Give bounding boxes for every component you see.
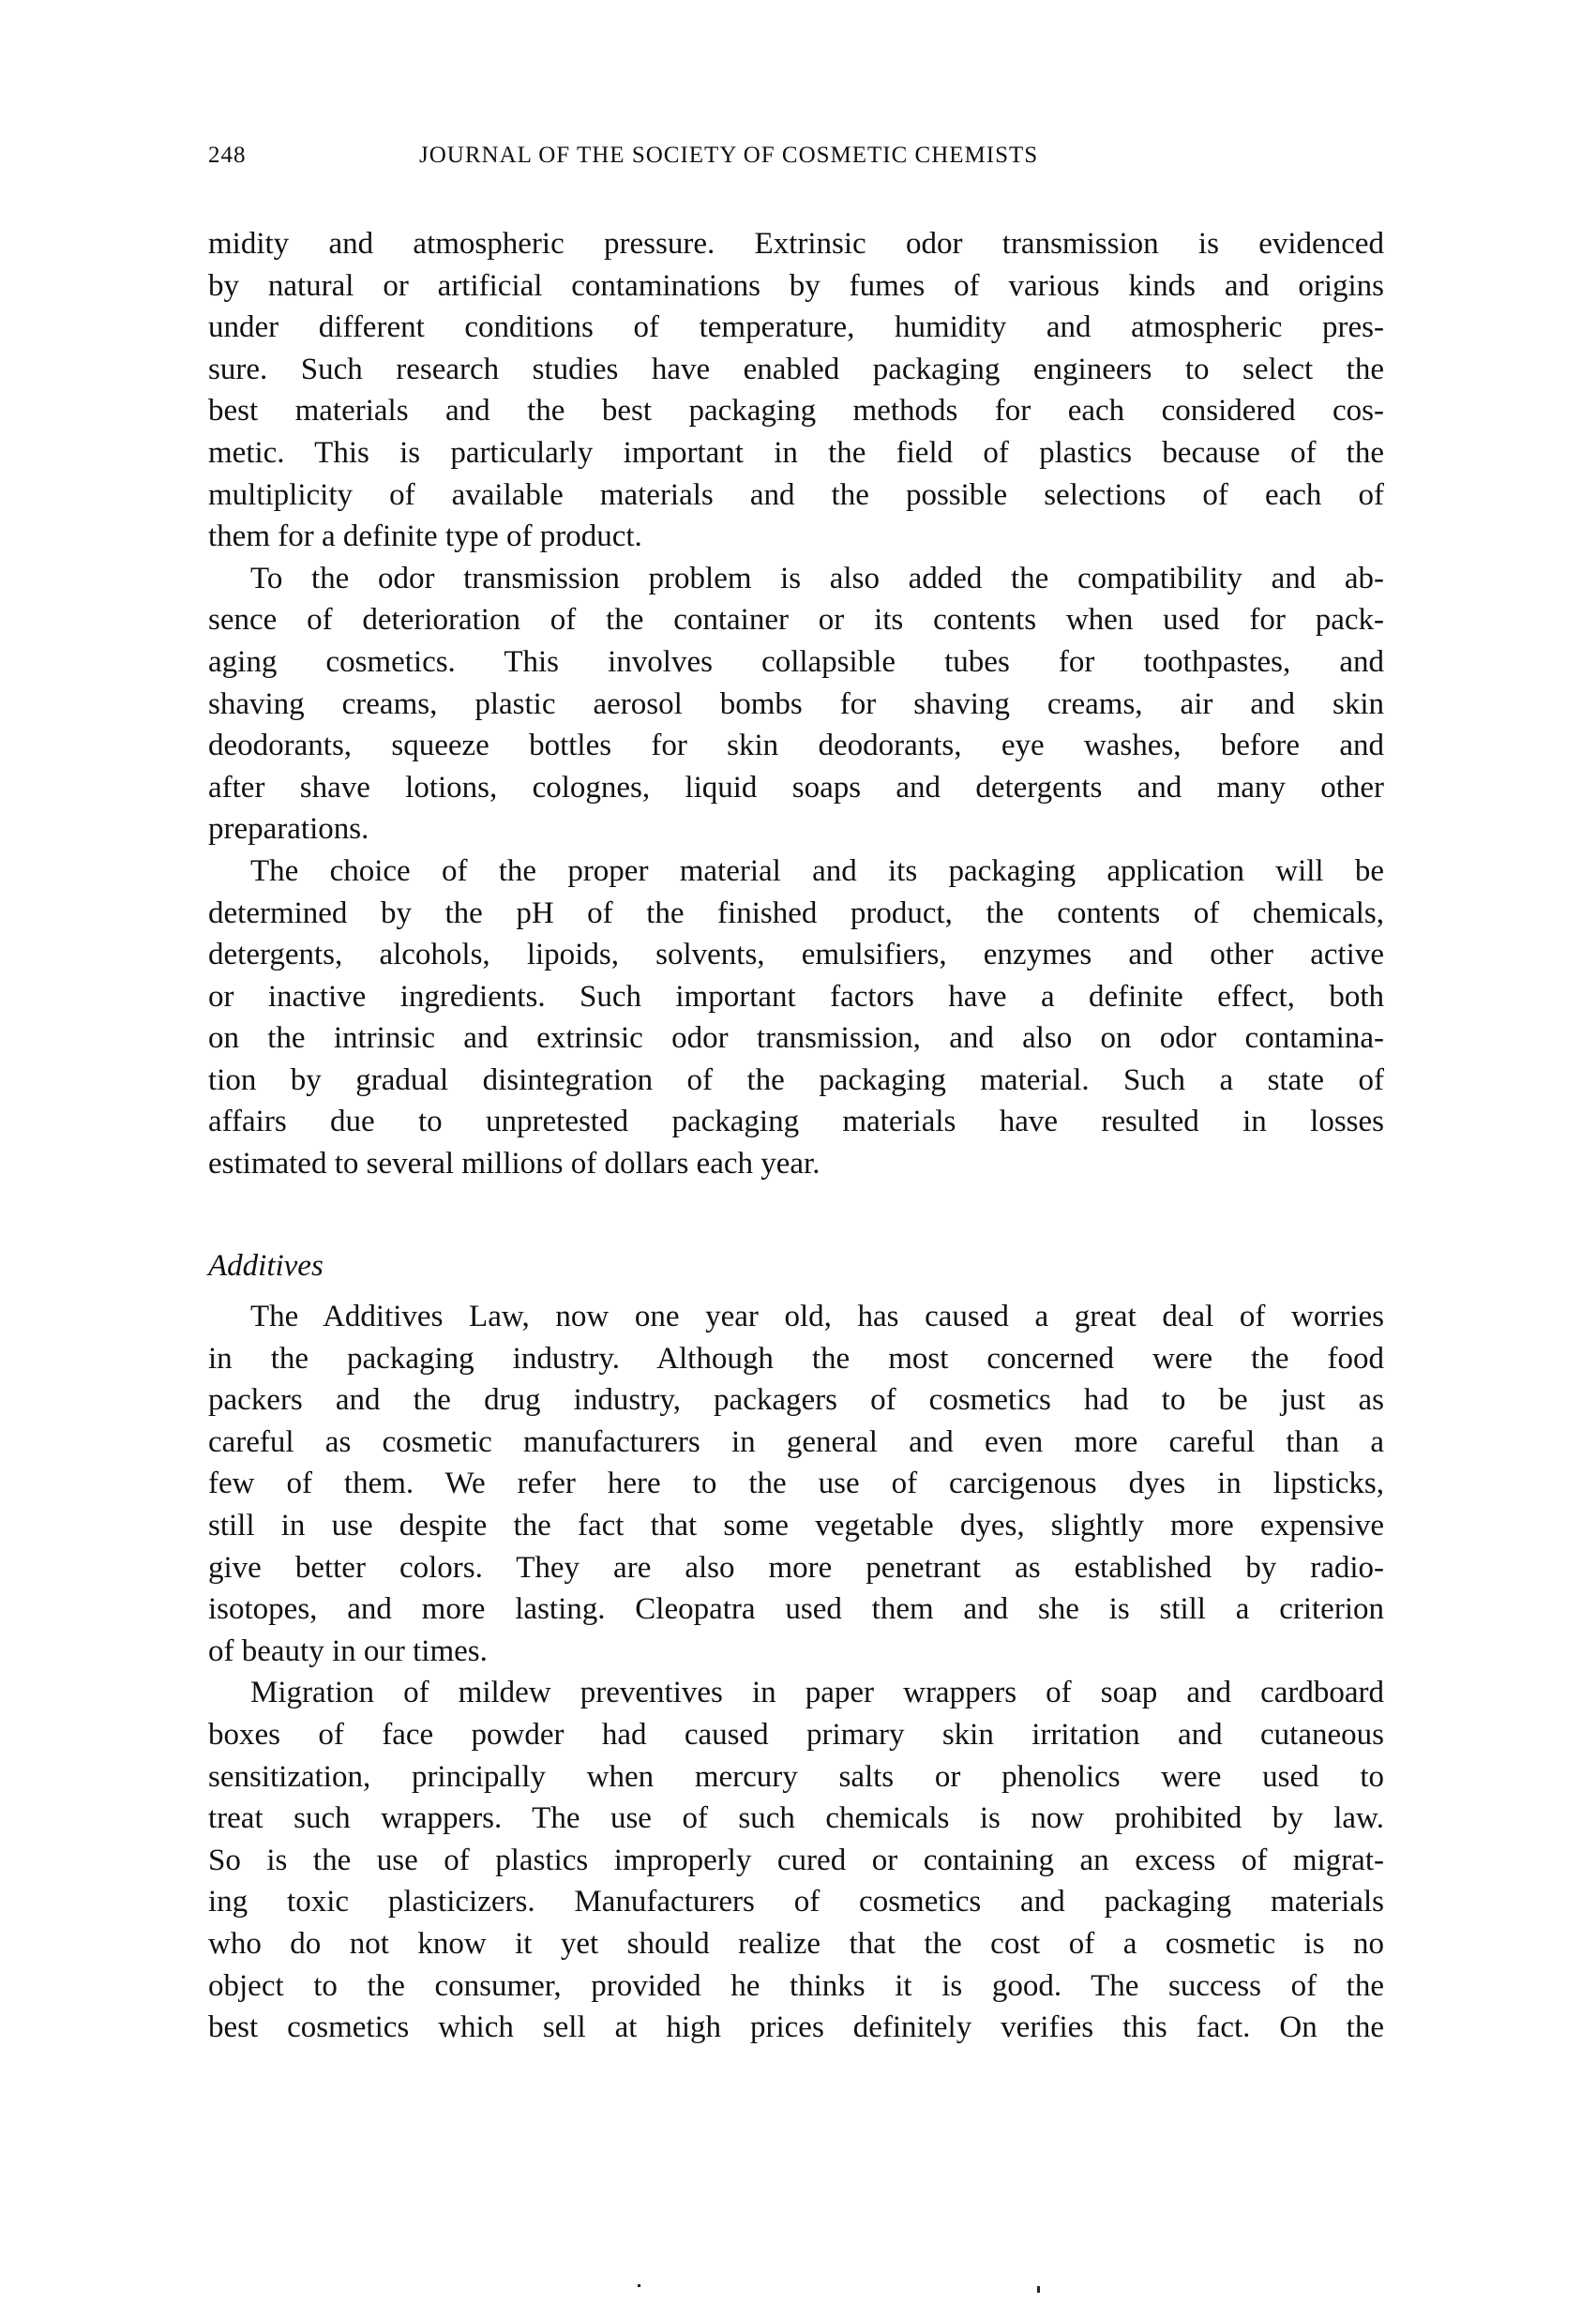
- text-line: shaving creams, plastic aerosol bombs for shaving creams, air and skin: [208, 686, 1384, 721]
- text-line: still in use despite the fact that some vegetable dyes, slightly more expensive: [208, 1508, 1384, 1543]
- text-line: boxes of face powder had caused primary skin irritation and cutaneous: [208, 1717, 1384, 1752]
- text-line: by natural or artificial contaminations by fumes of various kinds and origins: [208, 268, 1384, 303]
- section-heading-additives: Additives: [208, 1249, 324, 1283]
- text-line: determined by the pH of the finished product, the contents of chemicals,: [208, 896, 1384, 930]
- text-line: them for a definite type of product.: [208, 519, 642, 554]
- running-header: [208, 143, 1384, 174]
- text-line: after shave lotions, colognes, liquid soaps and detergents and many other: [208, 770, 1384, 805]
- text-line: So is the use of plastics improperly cured or containing an excess of migrat-: [208, 1843, 1384, 1877]
- text-line: To the odor transmission problem is also added the compatibility and ab-: [250, 561, 1384, 595]
- paragraph-1: [208, 223, 1384, 1185]
- text-line: give better colors. They are also more penetrant as established by radio-: [208, 1550, 1384, 1585]
- text-line: sence of deterioration of the container or its contents when used for pack-: [208, 603, 1384, 638]
- scan-speck: [638, 2284, 640, 2287]
- text-line: estimated to several millions of dollars each year.: [208, 1147, 821, 1182]
- text-line: in the packaging industry. Although the most concerned were the food: [208, 1341, 1384, 1376]
- scan-speck: [1037, 2286, 1040, 2293]
- text-line: best materials and the best packaging methods for each considered cos-: [208, 394, 1384, 429]
- text-line: Migration of mildew preventives in paper wrappers of soap and cardboard: [250, 1676, 1384, 1710]
- text-line: multiplicity of available materials and the possible selections of each of: [208, 477, 1384, 512]
- text-line: of beauty in our times.: [208, 1633, 488, 1668]
- text-line: aging cosmetics. This involves collapsible tubes for toothpastes, and: [208, 644, 1384, 679]
- text-line: sensitization, principally when mercury salts or phenolics were used to: [208, 1759, 1384, 1794]
- text-line: The choice of the proper material and its packaging application will be: [250, 853, 1384, 888]
- text-line: best cosmetics which sell at high prices definitely verifies this fact. On the: [208, 2010, 1384, 2045]
- text-line: tion by gradual disintegration of the packaging material. Such a state of: [208, 1062, 1384, 1097]
- text-line: under different conditions of temperature, humidity and atmospheric pres-: [208, 310, 1384, 345]
- text-line: packers and the drug industry, packagers of cosmetics had to be just as: [208, 1383, 1384, 1418]
- page-number: 248: [208, 143, 247, 168]
- text-line: few of them. We refer here to the use of carcigenous dyes in lipsticks,: [208, 1467, 1384, 1501]
- text-line: careful as cosmetic manufacturers in general and even more careful than a: [208, 1424, 1384, 1459]
- text-line: affairs due to unpretested packaging materials have resulted in losses: [208, 1105, 1384, 1139]
- text-line: detergents, alcohols, lipoids, solvents, emulsifiers, enzymes and other active: [208, 938, 1384, 972]
- text-line: on the intrinsic and extrinsic odor transmission, and also on odor contamina-: [208, 1021, 1384, 1056]
- text-line: sure. Such research studies have enabled packaging engineers to select the: [208, 352, 1384, 386]
- section-additives-body: [208, 1296, 1384, 2049]
- text-line: The Additives Law, now one year old, has caused a great deal of worries: [250, 1300, 1384, 1333]
- text-line: who do not know it yet should realize that the cost of a cosmetic is no: [208, 1926, 1384, 1961]
- text-line: treat such wrappers. The use of such chemicals is now prohibited by law.: [208, 1801, 1384, 1836]
- text-line: isotopes, and more lasting. Cleopatra used them and she is still a criterion: [208, 1592, 1384, 1627]
- text-line: midity and atmospheric pressure. Extrinsic odor transmission is evidenced: [208, 227, 1384, 261]
- journal-title: JOURNAL OF THE SOCIETY OF COSMETIC CHEMISTS: [419, 143, 1039, 168]
- text-line: ing toxic plasticizers. Manufacturers of cosmetics and packaging materials: [208, 1885, 1384, 1919]
- text-line: preparations.: [208, 812, 369, 847]
- text-line: deodorants, squeeze bottles for skin deodorants, eye washes, before and: [208, 729, 1384, 763]
- text-line: object to the consumer, provided he thinks it is good. The success of the: [208, 1968, 1384, 2003]
- text-line: metic. This is particularly important in the field of plastics because of the: [208, 435, 1384, 470]
- text-line: or inactive ingredients. Such important factors have a definite effect, both: [208, 979, 1384, 1014]
